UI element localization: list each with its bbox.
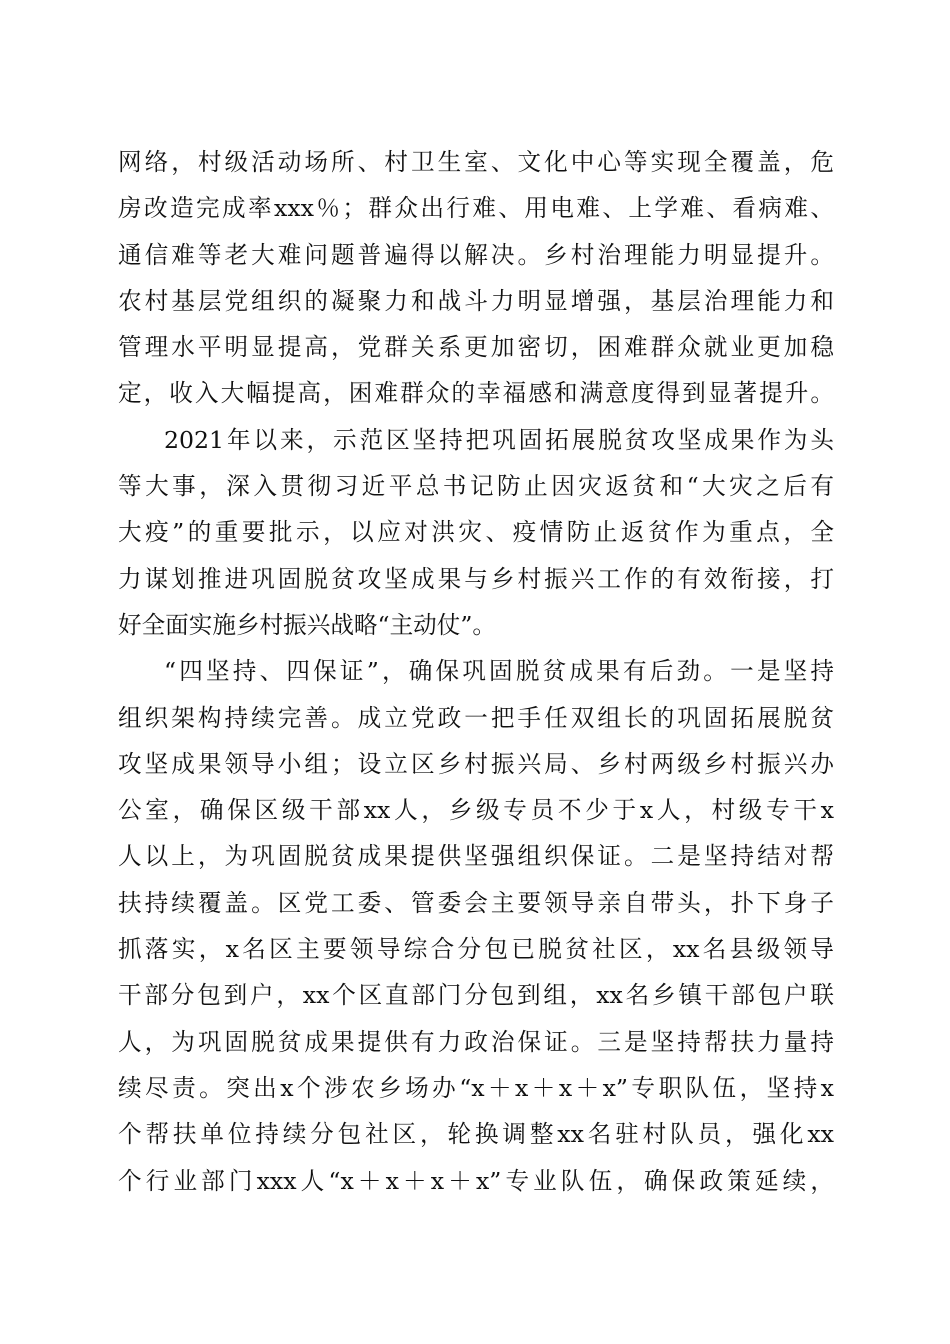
document-body	[118, 139, 834, 1204]
paragraph-first-line: 2021年以来，示范区坚持把巩固拓展脱贫攻坚成果作为头	[164, 425, 834, 454]
text-line: 扶持续覆盖。区党工委、管委会主要领导亲自带头，扑下身子	[118, 888, 834, 917]
text-line: 定，收入大幅提高，困难群众的幸福感和满意度得到显著提升。	[118, 379, 834, 408]
text-line: 农村基层党组织的凝聚力和战斗力明显增强，基层治理能力和	[118, 286, 834, 315]
text-line: 人，为巩固脱贫成果提供有力政治保证。三是坚持帮扶力量持	[118, 1027, 834, 1056]
text-line: 大疫”的重要批示，以应对洪灾、疫情防止返贫作为重点，全	[118, 518, 834, 547]
paragraph-first-line: “四坚持、四保证”，确保巩固脱贫成果有后劲。一是坚持	[164, 657, 834, 686]
text-line: 房改造完成率xxx％；群众出行难、用电难、上学难、看病难、	[118, 194, 834, 223]
paragraph-last-line: 好全面实施乡村振兴战略“主动仗”。	[118, 610, 497, 639]
text-line: 力谋划推进巩固脱贫攻坚成果与乡村振兴工作的有效衔接，打	[118, 564, 834, 593]
text-line: 个帮扶单位持续分包社区，轮换调整xx名驻村队员，强化xx	[118, 1120, 834, 1149]
text-line: 抓落实，x名区主要领导综合分包已脱贫社区，xx名县级领导	[118, 935, 834, 964]
text-line: 管理水平明显提高，党群关系更加密切，困难群众就业更加稳	[118, 333, 834, 362]
text-line: 网络，村级活动场所、村卫生室、文化中心等实现全覆盖，危	[118, 148, 834, 176]
text-line: 组织架构持续完善。成立党政一把手任双组长的巩固拓展脱贫	[118, 703, 834, 732]
text-line: 个行业部门xxx人“x＋x＋x＋x”专业队伍，确保政策延续，	[118, 1166, 834, 1195]
text-line: 等大事，深入贯彻习近平总书记防止因灾返贫和“大灾之后有	[118, 472, 834, 501]
text-line: 公室，确保区级干部xx人，乡级专员不少于x人，村级专干x	[118, 796, 834, 825]
text-line: 续尽责。突出x个涉农乡场办“x＋x＋x＋x”专职队伍，坚持x	[118, 1073, 834, 1102]
text-line: 人以上，为巩固脱贫成果提供坚强组织保证。二是坚持结对帮	[118, 842, 834, 871]
text-line: 干部分包到户，xx个区直部门分包到组，xx名乡镇干部包户联	[118, 981, 834, 1010]
text-line: 攻坚成果领导小组；设立区乡村振兴局、乡村两级乡村振兴办	[118, 749, 834, 778]
text-line: 通信难等老大难问题普遍得以解决。乡村治理能力明显提升。	[118, 240, 834, 269]
